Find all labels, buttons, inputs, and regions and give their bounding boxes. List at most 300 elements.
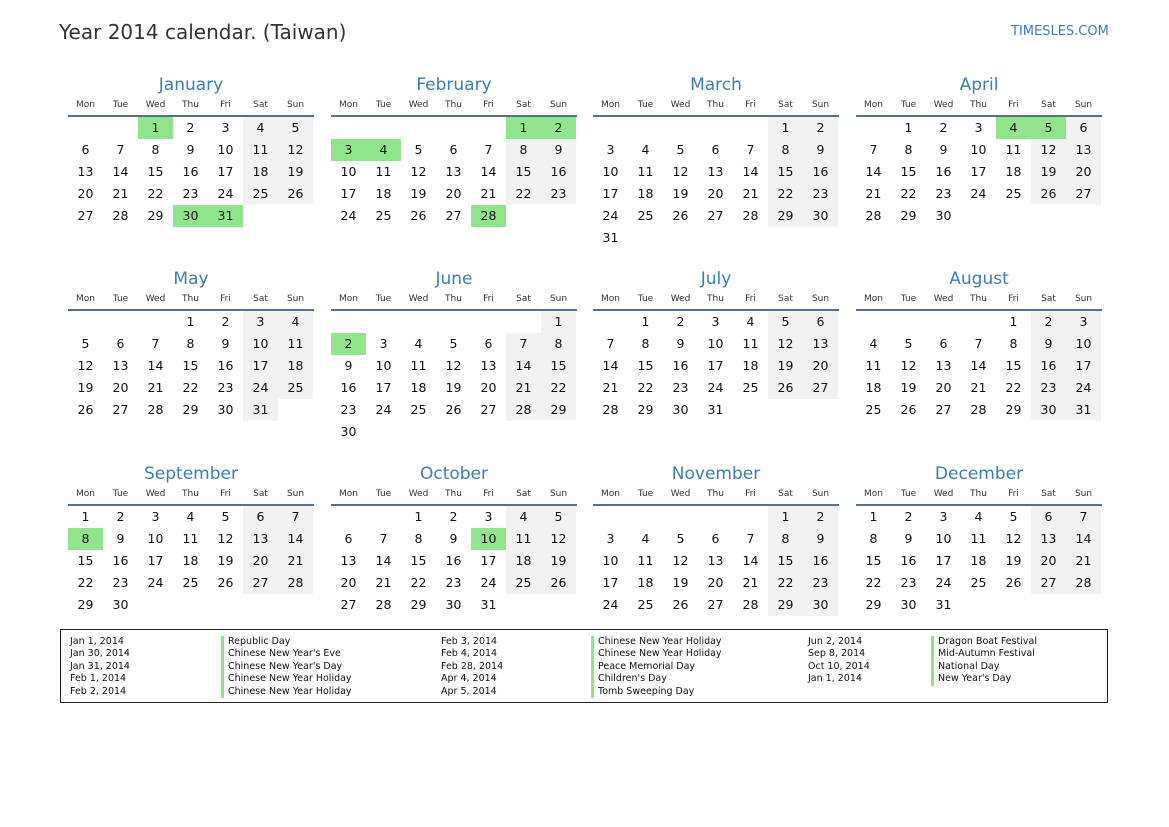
day-cell: 31	[602, 230, 619, 245]
week-row	[593, 117, 839, 139]
holiday-name: Chinese New Year Holiday	[221, 673, 352, 685]
day-cell: 12	[217, 531, 234, 546]
week-row	[331, 333, 577, 355]
day-cell: 2	[116, 509, 125, 524]
day-cell: 22	[541, 377, 576, 399]
day-cell: 27	[707, 597, 724, 612]
day-cell: 7	[1066, 506, 1101, 528]
day-cell: 16	[340, 380, 357, 395]
day-cell: 10	[243, 333, 278, 355]
weekday-header	[593, 486, 839, 506]
weekday-label: Sat	[778, 489, 793, 499]
day-cell: 26	[900, 402, 917, 417]
day-cell: 31	[707, 402, 724, 417]
day-cell: 12	[541, 528, 576, 550]
day-cell: 19	[77, 380, 94, 395]
day-cell: 25	[278, 377, 313, 399]
weekday-label: Sat	[778, 294, 793, 304]
holiday-date: Feb 4, 2014	[441, 648, 498, 660]
holiday-names-column	[221, 636, 352, 698]
week-row	[593, 506, 839, 528]
day-cell: 26	[1005, 575, 1022, 590]
day-cell: 13	[1066, 139, 1101, 161]
empty-day	[243, 205, 278, 227]
empty-day	[628, 117, 663, 139]
day-cell: 1	[414, 509, 423, 524]
day-cell: 30	[112, 597, 129, 612]
day-cell: 17	[935, 553, 952, 568]
day-cell: 22	[768, 183, 803, 205]
weekday-label: Mon	[76, 294, 95, 304]
day-cell: 19	[900, 380, 917, 395]
day-cell: 20	[243, 550, 278, 572]
week-row	[68, 594, 314, 616]
day-cell: 22	[637, 380, 654, 395]
day-cell: 7	[974, 336, 983, 351]
weekday-label: Tue	[112, 294, 129, 304]
day-cell: 14	[147, 358, 164, 373]
day-cell: 20	[803, 355, 838, 377]
day-cell: 30	[340, 424, 357, 439]
day-cell: 31	[208, 205, 243, 227]
day-cell: 23	[182, 186, 199, 201]
empty-day	[331, 311, 366, 333]
day-cell: 24	[602, 208, 619, 223]
day-cell: 7	[506, 333, 541, 355]
day-cell: 10	[375, 358, 392, 373]
empty-day	[68, 117, 103, 139]
day-cell: 6	[939, 336, 948, 351]
day-cell: 30	[803, 594, 838, 616]
weekday-label: Thu	[970, 489, 987, 499]
day-cell: 17	[217, 164, 234, 179]
day-cell: 21	[742, 186, 759, 201]
day-cell: 21	[147, 380, 164, 395]
day-cell: 18	[410, 380, 427, 395]
day-cell: 1	[768, 506, 803, 528]
holiday-name: Chinese New Year Holiday	[591, 648, 722, 660]
day-cell: 26	[1031, 183, 1066, 205]
day-cell: 2	[803, 117, 838, 139]
weekday-label: Sun	[811, 489, 830, 499]
empty-day	[628, 227, 663, 249]
weekday-label: Tue	[900, 100, 917, 110]
day-cell: 5	[81, 336, 90, 351]
day-cell: 30	[672, 402, 689, 417]
weekday-label: Sat	[253, 294, 268, 304]
day-cell: 19	[278, 161, 313, 183]
day-cell: 21	[278, 550, 313, 572]
holiday-date: Feb 1, 2014	[70, 673, 127, 685]
holiday-date: Jan 31, 2014	[70, 660, 130, 672]
day-cell: 21	[1066, 550, 1101, 572]
day-cell: 31	[935, 597, 952, 612]
day-cell: 3	[606, 142, 615, 157]
weekday-label: Sat	[253, 100, 268, 110]
day-cell: 25	[182, 575, 199, 590]
day-cell: 1	[904, 120, 913, 135]
week-row	[331, 528, 577, 550]
holiday-names-column	[591, 636, 722, 698]
day-cell: 5	[676, 142, 685, 157]
empty-day	[173, 594, 208, 616]
day-cell: 14	[865, 164, 882, 179]
weekday-label: Wed	[933, 294, 954, 304]
week-row	[856, 311, 1102, 333]
empty-day	[663, 117, 698, 139]
weekday-label: Thu	[445, 489, 462, 499]
empty-day	[243, 594, 278, 616]
day-cell: 25	[637, 208, 654, 223]
day-cell: 3	[221, 120, 230, 135]
weekday-label: Thu	[970, 294, 987, 304]
weekday-label: Tue	[375, 489, 392, 499]
day-cell: 19	[672, 186, 689, 201]
day-cell: 29	[410, 597, 427, 612]
day-cell: 12	[1031, 139, 1066, 161]
day-cell: 23	[900, 575, 917, 590]
weekday-label: Tue	[375, 294, 392, 304]
day-cell: 16	[217, 358, 234, 373]
day-cell: 30	[445, 597, 462, 612]
weekday-label: Fri	[220, 489, 231, 499]
weekday-label: Wed	[933, 489, 954, 499]
empty-day	[506, 205, 541, 227]
day-cell: 3	[974, 120, 983, 135]
empty-day	[541, 421, 576, 443]
weekday-label: Thu	[445, 294, 462, 304]
holiday-name: National Day	[931, 661, 1037, 673]
day-cell: 24	[707, 380, 724, 395]
weekday-header	[593, 97, 839, 117]
empty-day	[401, 117, 436, 139]
weekday-label: Wed	[408, 100, 429, 110]
day-cell: 17	[375, 380, 392, 395]
month-december	[856, 462, 1102, 616]
week-row	[68, 528, 314, 550]
day-cell: 21	[480, 186, 497, 201]
weekday-label: Sat	[1041, 294, 1056, 304]
day-cell: 13	[243, 528, 278, 550]
day-cell: 10	[340, 164, 357, 179]
week-row	[331, 399, 577, 421]
day-cell: 1	[641, 314, 650, 329]
empty-day	[803, 227, 838, 249]
day-cell: 27	[1066, 183, 1101, 205]
weekday-label: Sat	[253, 489, 268, 499]
day-cell: 11	[375, 164, 392, 179]
day-cell: 11	[637, 164, 654, 179]
day-cell: 23	[672, 380, 689, 395]
day-cell: 25	[375, 208, 392, 223]
day-cell: 27	[707, 208, 724, 223]
weekday-label: Sun	[549, 489, 568, 499]
month-august	[856, 267, 1102, 421]
day-cell: 27	[480, 402, 497, 417]
day-cell: 7	[151, 336, 160, 351]
day-cell: 19	[217, 553, 234, 568]
day-cell: 1	[186, 314, 195, 329]
day-cell: 30	[173, 205, 208, 227]
day-cell: 19	[541, 550, 576, 572]
empty-day	[1031, 205, 1066, 227]
weekday-label: Mon	[339, 489, 358, 499]
weekday-label: Mon	[601, 100, 620, 110]
day-cell: 28	[865, 208, 882, 223]
holiday-dates-column	[808, 636, 870, 686]
weekday-label: Thu	[970, 100, 987, 110]
day-cell: 6	[1066, 117, 1101, 139]
weekday-label: Sat	[1041, 100, 1056, 110]
month-february	[331, 73, 577, 227]
day-cell: 3	[711, 314, 720, 329]
empty-day	[961, 594, 996, 616]
day-cell: 8	[68, 528, 103, 550]
day-cell: 23	[541, 183, 576, 205]
site-link[interactable]: TIMESLES.COM	[1011, 24, 1109, 39]
day-cell: 1	[506, 117, 541, 139]
weekday-label: Thu	[707, 489, 724, 499]
weekday-label: Tue	[637, 100, 654, 110]
day-cell: 20	[1066, 161, 1101, 183]
month-june	[331, 267, 577, 443]
week-row	[331, 355, 577, 377]
empty-day	[208, 594, 243, 616]
empty-day	[733, 117, 768, 139]
weekday-label: Tue	[900, 489, 917, 499]
day-cell: 1	[869, 509, 878, 524]
day-cell: 3	[939, 509, 948, 524]
day-cell: 28	[147, 402, 164, 417]
day-cell: 26	[410, 208, 427, 223]
day-cell: 5	[768, 311, 803, 333]
day-cell: 16	[112, 553, 129, 568]
holiday-legend	[60, 629, 1108, 703]
empty-day	[663, 227, 698, 249]
empty-day	[471, 311, 506, 333]
empty-day	[278, 205, 313, 227]
day-cell: 19	[1031, 161, 1066, 183]
day-cell: 14	[506, 355, 541, 377]
day-cell: 21	[506, 377, 541, 399]
month-name: January	[158, 75, 224, 95]
day-cell: 13	[1031, 528, 1066, 550]
day-cell: 18	[865, 380, 882, 395]
day-cell: 25	[742, 380, 759, 395]
day-cell: 15	[900, 164, 917, 179]
day-cell: 26	[217, 575, 234, 590]
day-cell: 3	[151, 509, 160, 524]
day-cell: 15	[1005, 358, 1022, 373]
weekday-label: Sat	[516, 100, 531, 110]
day-cell: 31	[243, 399, 278, 421]
empty-day	[278, 594, 313, 616]
week-row	[593, 333, 839, 355]
day-cell: 21	[970, 380, 987, 395]
day-cell: 26	[768, 377, 803, 399]
day-cell: 2	[1031, 311, 1066, 333]
month-name: September	[144, 464, 238, 484]
day-cell: 5	[541, 506, 576, 528]
day-cell: 5	[1031, 117, 1066, 139]
page-title: Year 2014 calendar. (Taiwan)	[59, 20, 347, 44]
empty-day	[856, 311, 891, 333]
day-cell: 11	[1005, 142, 1022, 157]
day-cell: 29	[541, 399, 576, 421]
empty-day	[996, 594, 1031, 616]
day-cell: 23	[803, 183, 838, 205]
day-cell: 14	[112, 164, 129, 179]
day-cell: 17	[1066, 355, 1101, 377]
week-row	[331, 377, 577, 399]
day-cell: 12	[410, 164, 427, 179]
week-row	[68, 205, 314, 227]
week-row	[593, 205, 839, 227]
day-cell: 7	[606, 336, 615, 351]
holiday-date: Feb 2, 2014	[70, 685, 127, 697]
day-cell: 9	[541, 139, 576, 161]
day-cell: 13	[480, 358, 497, 373]
weekday-label: Sun	[811, 294, 830, 304]
day-cell: 1	[1009, 314, 1018, 329]
day-cell: 9	[449, 531, 458, 546]
empty-day	[506, 594, 541, 616]
weekday-label: Fri	[745, 100, 756, 110]
weekday-label: Thu	[445, 100, 462, 110]
day-cell: 9	[803, 528, 838, 550]
day-cell: 5	[904, 336, 913, 351]
day-cell: 9	[116, 531, 125, 546]
month-name: March	[690, 75, 742, 95]
day-cell: 8	[541, 333, 576, 355]
day-cell: 23	[935, 186, 952, 201]
weekday-header	[856, 486, 1102, 506]
day-cell: 28	[1066, 572, 1101, 594]
week-row	[856, 377, 1102, 399]
weekday-label: Tue	[112, 489, 129, 499]
month-name: December	[934, 464, 1024, 484]
empty-day	[768, 227, 803, 249]
day-cell: 6	[344, 531, 353, 546]
empty-day	[733, 227, 768, 249]
day-cell: 8	[1009, 336, 1018, 351]
day-cell: 22	[410, 575, 427, 590]
day-cell: 8	[768, 528, 803, 550]
weekday-label: Mon	[76, 489, 95, 499]
weekday-header	[331, 97, 577, 117]
empty-day	[926, 311, 961, 333]
weekday-label: Fri	[483, 489, 494, 499]
week-row	[331, 183, 577, 205]
day-cell: 31	[480, 597, 497, 612]
weekday-label: Mon	[601, 489, 620, 499]
week-row	[331, 550, 577, 572]
month-name: April	[959, 75, 999, 95]
day-cell: 9	[939, 142, 948, 157]
day-cell: 14	[602, 358, 619, 373]
empty-day	[506, 421, 541, 443]
weekday-label: Tue	[375, 100, 392, 110]
day-cell: 26	[278, 183, 313, 205]
empty-day	[138, 594, 173, 616]
day-cell: 18	[742, 358, 759, 373]
empty-day	[436, 117, 471, 139]
day-cell: 24	[375, 402, 392, 417]
day-cell: 4	[278, 311, 313, 333]
day-cell: 26	[672, 208, 689, 223]
day-cell: 5	[278, 117, 313, 139]
holiday-date: Jan 1, 2014	[70, 636, 124, 647]
week-row	[68, 161, 314, 183]
day-cell: 13	[935, 358, 952, 373]
month-name: June	[435, 269, 473, 289]
day-cell: 21	[865, 186, 882, 201]
weekday-header	[856, 97, 1102, 117]
month-name: October	[419, 464, 489, 484]
weekday-header	[68, 291, 314, 311]
day-cell: 20	[77, 186, 94, 201]
empty-day	[541, 205, 576, 227]
day-cell: 11	[637, 553, 654, 568]
day-cell: 3	[1066, 311, 1101, 333]
day-cell: 12	[900, 358, 917, 373]
day-cell: 18	[375, 186, 392, 201]
empty-day	[856, 117, 891, 139]
weekday-label: Tue	[900, 294, 917, 304]
weekday-label: Tue	[112, 100, 129, 110]
week-row	[331, 421, 577, 443]
day-cell: 24	[1066, 377, 1101, 399]
week-row	[593, 594, 839, 616]
day-cell: 6	[803, 311, 838, 333]
week-row	[856, 139, 1102, 161]
day-cell: 4	[366, 139, 401, 161]
day-cell: 26	[77, 402, 94, 417]
day-cell: 25	[506, 572, 541, 594]
day-cell: 25	[410, 402, 427, 417]
day-cell: 4	[186, 509, 195, 524]
day-cell: 24	[935, 575, 952, 590]
day-cell: 17	[340, 186, 357, 201]
day-cell: 5	[676, 531, 685, 546]
day-cell: 10	[602, 553, 619, 568]
day-cell: 16	[672, 358, 689, 373]
day-cell: 3	[484, 509, 493, 524]
week-row	[856, 117, 1102, 139]
weekday-header	[593, 291, 839, 311]
empty-day	[733, 399, 768, 421]
day-cell: 23	[445, 575, 462, 590]
month-october	[331, 462, 577, 616]
holiday-name: Mid-Autumn Festival	[931, 648, 1037, 660]
day-cell: 10	[707, 336, 724, 351]
day-cell: 29	[1005, 402, 1022, 417]
holiday-date: Feb 28, 2014	[441, 660, 504, 672]
day-cell: 14	[742, 164, 759, 179]
day-cell: 6	[449, 142, 458, 157]
empty-day	[663, 506, 698, 528]
day-cell: 18	[637, 575, 654, 590]
day-cell: 24	[480, 575, 497, 590]
weekday-label: Wed	[670, 489, 691, 499]
week-row	[593, 139, 839, 161]
holiday-name: Children's Day	[591, 673, 722, 685]
day-cell: 2	[331, 333, 366, 355]
day-cell: 20	[707, 575, 724, 590]
month-april	[856, 73, 1102, 227]
weekday-label: Mon	[76, 100, 95, 110]
day-cell: 17	[602, 575, 619, 590]
